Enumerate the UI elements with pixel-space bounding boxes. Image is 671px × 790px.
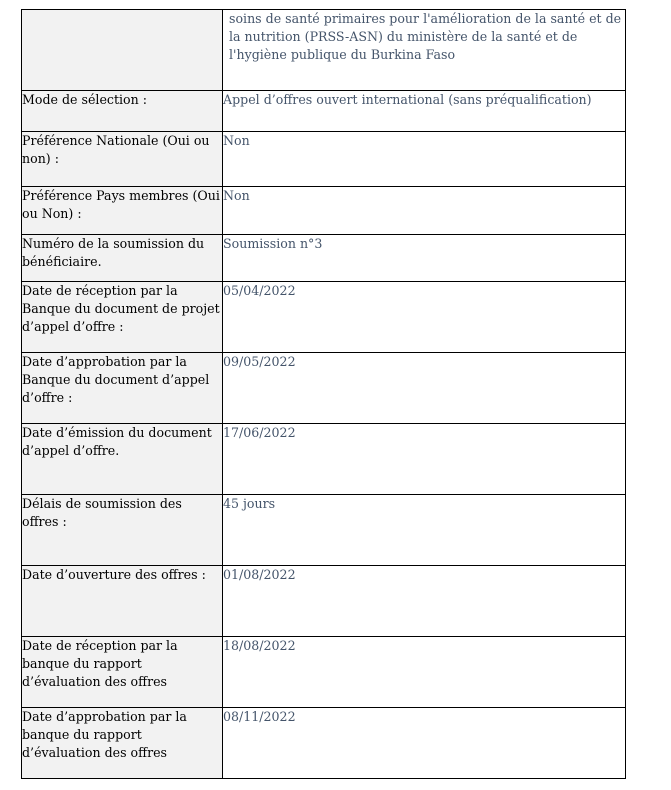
row-value-reception-date: 05/04/2022 (223, 282, 626, 353)
label-text: Délais de soumission des offres : (22, 496, 182, 529)
label-text: Date d’approbation par la Banque du document d’appel d’offre : (22, 354, 210, 405)
row-label-evaluation-report-reception (22, 637, 223, 708)
row-value-national-preference: Non (223, 132, 626, 187)
label-text: Préférence Pays membres (Oui ou Non) : (22, 188, 220, 221)
label-text: Date d’émission du document d’appel d’offre. (22, 425, 212, 458)
row-label-opening-date (22, 566, 223, 637)
table-row (22, 353, 626, 424)
row-label-national-preference (22, 132, 223, 187)
table-row (22, 637, 626, 708)
row-value-issue-date (223, 424, 626, 495)
table-row (22, 566, 626, 637)
row-label-submission-deadline (22, 495, 223, 566)
table-row (22, 708, 626, 779)
row-value-member-country-preference: Non (223, 187, 626, 235)
row-label-approval-date (22, 353, 223, 424)
label-text: Date de réception par la banque du rapport d’évaluation des offres (22, 638, 178, 689)
label-text: Numéro de la soumission du bénéficiaire. (22, 236, 205, 269)
row-value-submission-deadline: 45 jours (223, 495, 626, 566)
row-label-submission-number (22, 235, 223, 282)
row-label-issue-date (22, 424, 223, 495)
table-row (22, 424, 626, 495)
table-row (22, 495, 626, 566)
label-text: Date de réception par la Banque du document de projet d’appel d’offre : (22, 283, 220, 334)
label-text: Mode de sélection : (22, 92, 147, 107)
table-row (22, 10, 626, 91)
row-label-reception-date (22, 282, 223, 353)
row-label-empty (22, 10, 223, 91)
row-value-evaluation-report-approval: 08/11/2022 (223, 708, 626, 779)
value-text: 17/06/2022 (223, 425, 296, 440)
table-row (22, 187, 626, 235)
row-value-submission-number: Soumission n°3 (223, 235, 626, 282)
row-label-member-country-preference (22, 187, 223, 235)
label-text: Préférence Nationale (Oui ou non) : (22, 133, 210, 166)
row-value-approval-date: 09/05/2022 (223, 353, 626, 424)
table-row (22, 235, 626, 282)
table-row (22, 282, 626, 353)
label-text: Date d’ouverture des offres : (22, 567, 206, 582)
row-label-evaluation-report-approval (22, 708, 223, 779)
table-row (22, 91, 626, 132)
row-value-opening-date: 01/08/2022 (223, 566, 626, 637)
row-value-selection-mode: Appel d’offres ouvert international (sans préqualification) (223, 91, 626, 132)
row-value-evaluation-report-reception: 18/08/2022 (223, 637, 626, 708)
table-row (22, 132, 626, 187)
row-label-selection-mode (22, 91, 223, 132)
row-value-project-description: soins de santé primaires pour l'amélioration de la santé et de la nutrition (PRSS-ASN) du ministère de la santé et de l'hygiène publique du Burkina Faso (223, 10, 626, 91)
label-text: Date d’approbation par la banque du rapport d’évaluation des offres (22, 709, 187, 760)
procurement-details-table (21, 9, 626, 779)
